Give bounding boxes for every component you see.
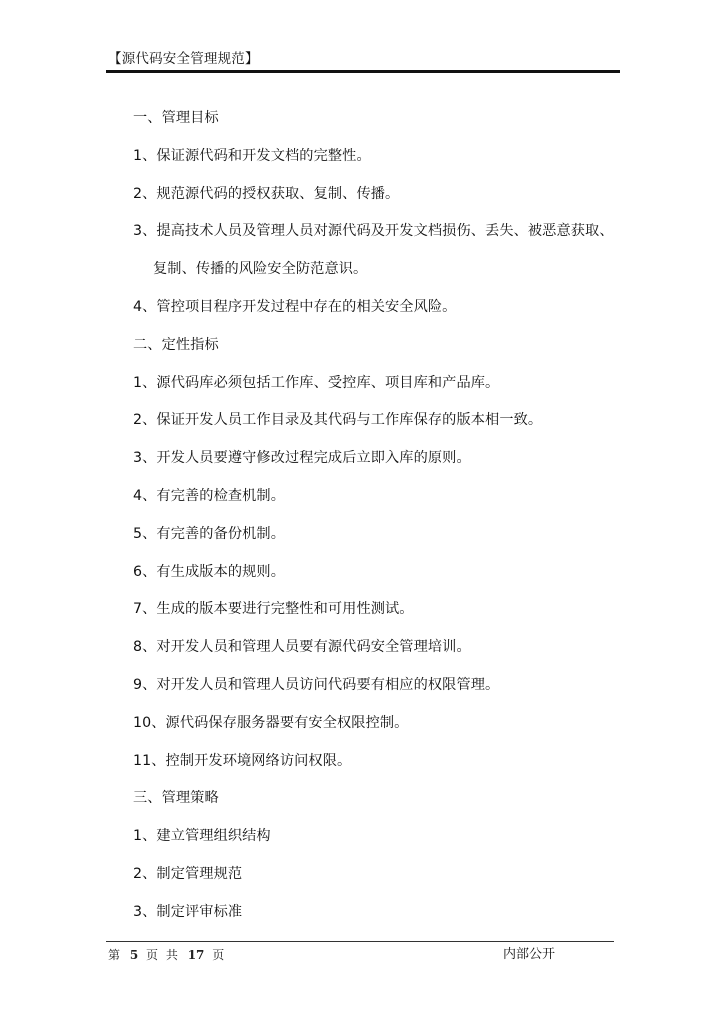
list-item: 4、有完善的检查机制。 (133, 487, 286, 504)
footer-divider (106, 941, 614, 942)
list-item: 11、控制开发环境网络访问权限。 (133, 752, 352, 769)
list-item: 10、源代码保存服务器要有安全权限控制。 (133, 714, 409, 731)
list-item: 4、管控项目程序开发过程中存在的相关安全风险。 (133, 298, 457, 315)
section-heading: 二、定性指标 (133, 336, 219, 353)
list-item: 9、对开发人员和管理人员访问代码要有相应的权限管理。 (133, 676, 500, 693)
list-item: 1、源代码库必须包括工作库、受控库、项目库和产品库。 (133, 374, 500, 391)
page-total: 17 (187, 948, 205, 962)
page-middle: 页 共 (146, 948, 180, 962)
list-item: 2、规范源代码的授权获取、复制、传播。 (133, 185, 400, 202)
list-item: 1、建立管理组织结构 (133, 828, 271, 845)
header-divider (106, 70, 620, 73)
list-item: 5、有完善的备份机制。 (133, 525, 286, 542)
list-item: 1、保证源代码和开发文档的完整性。 (133, 147, 371, 164)
list-item: 3、开发人员要遵守修改过程完成后立即入库的原则。 (133, 450, 471, 467)
list-item-continuation: 复制、传播的风险安全防范意识。 (153, 261, 368, 278)
list-item: 2、保证开发人员工作目录及其代码与工作库保存的版本相一致。 (133, 412, 543, 429)
list-item: 6、有生成版本的规则。 (133, 563, 286, 580)
list-item: 3、制定评审标准 (133, 903, 243, 920)
list-item: 7、生成的版本要进行完整性和可用性测试。 (133, 601, 414, 618)
list-item: 3、提高技术人员及管理人员对源代码及开发文档损伤、丢失、被恶意获取、 (133, 223, 614, 240)
page-prefix: 第 (108, 948, 123, 962)
page-current: 5 (129, 948, 139, 962)
page-suffix: 页 (212, 948, 227, 962)
list-item: 8、对开发人员和管理人员要有源代码安全管理培训。 (133, 639, 471, 656)
page-indicator (108, 946, 226, 964)
classification-label: 内部公开 (503, 947, 556, 962)
document-header-title: 【源代码安全管理规范】 (108, 51, 259, 67)
list-item: 2、制定管理规范 (133, 865, 243, 882)
document-body (133, 100, 623, 932)
section-heading: 三、管理策略 (133, 790, 219, 807)
section-heading: 一、管理目标 (133, 110, 219, 126)
